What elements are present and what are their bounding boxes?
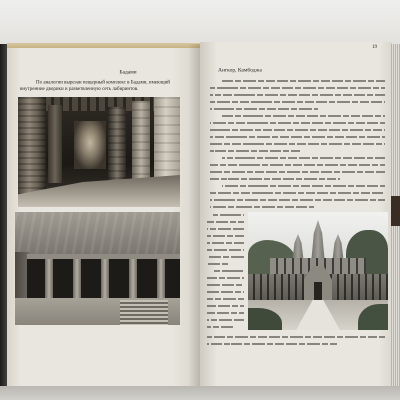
text-line: [207, 291, 244, 293]
text-line: [210, 129, 385, 131]
text-line: [210, 136, 385, 138]
text-line: [222, 115, 385, 117]
stone-steps: [120, 300, 168, 325]
temple-doorway: [314, 282, 322, 300]
background-top: [0, 0, 400, 46]
text-line: [213, 214, 244, 216]
left-page-intro: По аналогии вырезан пещерный комплекс в Бадами, имеющий внутренние дворики и разветвленную сеть лабиринтов.: [20, 79, 170, 92]
facade-pillar: [129, 259, 137, 299]
carved-pillar: [108, 107, 126, 189]
text-line: [207, 319, 244, 321]
text-line: [222, 157, 385, 159]
text-line: [210, 101, 385, 103]
text-line: [207, 263, 229, 265]
text-line: [210, 206, 314, 208]
text-line: [207, 235, 244, 237]
facade-pillar: [157, 259, 165, 299]
text-line: [213, 270, 244, 272]
text-line: [207, 336, 385, 338]
text-line: [210, 108, 318, 110]
text-line: [210, 143, 385, 145]
text-line: [207, 228, 244, 230]
text-line: [222, 80, 385, 82]
text-line: [207, 305, 244, 307]
bookmark-tab: [391, 196, 400, 226]
left-page-heading: Бадами: [119, 69, 137, 75]
facade-pillar: [73, 259, 81, 299]
text-line: [207, 298, 244, 300]
facade-pillar: [45, 259, 53, 299]
right-page: [200, 42, 392, 387]
text-line: [207, 221, 244, 223]
badami-cave-facade-photo: [15, 212, 180, 325]
text-line: [210, 164, 385, 166]
text-line: [210, 199, 385, 201]
text-line: [210, 150, 300, 152]
badami-cave-interior-photo: [18, 97, 180, 207]
text-line: [207, 277, 244, 279]
text-line: [207, 326, 233, 328]
text-line: [207, 249, 244, 251]
page-number: 19: [372, 44, 377, 50]
carved-pillar: [48, 105, 62, 183]
text-line: [210, 171, 385, 173]
text-line: [210, 122, 385, 124]
text-line: [222, 185, 385, 187]
right-page-heading: Ангкор, Камбоджа: [218, 67, 262, 73]
angkor-temple-photo: [248, 212, 388, 330]
text-line: [207, 256, 244, 258]
text-line: [207, 242, 244, 244]
text-line: [210, 87, 385, 89]
text-line: [207, 312, 244, 314]
text-line: [207, 284, 244, 286]
background-bottom: [0, 386, 400, 400]
text-line: [210, 192, 385, 194]
carved-pillar: [132, 101, 150, 189]
shrine-sculpture: [74, 121, 106, 169]
text-line: [210, 94, 385, 96]
text-line: [207, 343, 337, 345]
facade-pillar: [101, 259, 109, 299]
rock-face: [15, 212, 180, 258]
left-page: [7, 48, 203, 387]
text-line: [210, 178, 340, 180]
